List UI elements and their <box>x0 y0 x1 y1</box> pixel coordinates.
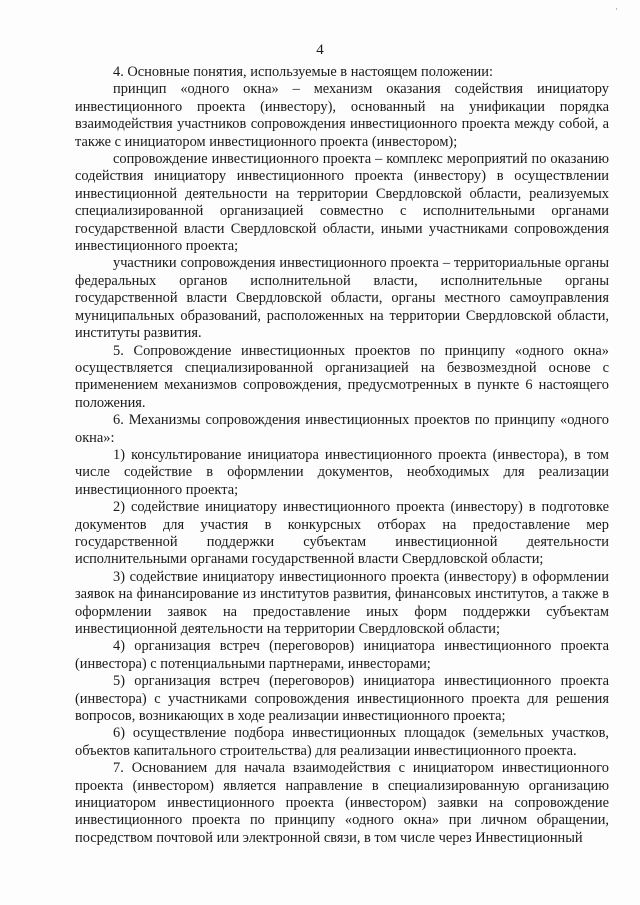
page-number: 4 <box>316 42 324 58</box>
paragraph-definition-participants: участники сопровождения инвестиционного проекта – территориальные органы федеральных органов исполнительной власти, исполнительные органы государственной власти Свердловской области, органы местного самоуправления муниципальных образований, расположенных на территории Свердловской области, институты развития. <box>75 255 609 342</box>
paragraph-4-heading: 4. Основные понятия, используемые в настоящем положении: <box>113 64 493 80</box>
corner-mark: · <box>615 4 618 14</box>
list-item-1: 1) консультирование инициатора инвестиционного проекта (инвестора), в том числе содействие в оформлении документов, необходимых для реализации инвестиционного проекта; <box>75 446 609 498</box>
list-item-2: 2) содействие инициатору инвестиционного проекта (инвестору) в подготовке документов для участия в конкурсных отборах на предоставление мер государственной поддержки субъектам инвестиционной деятельности исполнительными органами государственной власти Свердловской области; <box>75 499 609 568</box>
paragraph-5: 5. Сопровождение инвестиционных проектов по принципу «одного окна» осуществляется специализированной организацией на безвозмездной основе с применением механизмов сопровождения, предусмотренных в пункте 6 настоящего положения. <box>75 342 609 411</box>
list-item-5: 5) организация встреч (переговоров) инициатора инвестиционного проекта (инвестора) с участниками сопровождения инвестиционного проекта для решения вопросов, возникающих в ходе реализации инвестиционного проекта; <box>75 673 609 725</box>
paragraph-6-heading: 6. Механизмы сопровождения инвестиционных проектов по принципу «одного окна»: <box>75 412 609 446</box>
paragraph-7: 7. Основанием для начала взаимодействия с инициатором инвестиционного проекта (инвестором) является направление в специализированную организацию инициатором инвестиционного проекта (инвестором) заявки на сопровождение инвестиционного проекта по принципу «одного окна» при личном обращении, посредством почтовой или электронной связи, в том числе через Инвестиционный <box>75 760 609 846</box>
document-body <box>75 64 609 847</box>
list-item-3: 3) содействие инициатору инвестиционного проекта (инвестору) в оформлении заявок на финансирование из институтов развития, финансовых институтов, а также в оформлении заявок на предоставление иных форм поддержки субъектам инвестиционной деятельности на территории Свердловской области; <box>75 568 609 637</box>
list-item-4: 4) организация встреч (переговоров) инициатора инвестиционного проекта (инвестора) с потенциальными партнерами, инвесторами; <box>75 638 609 672</box>
paragraph-definition-support: сопровождение инвестиционного проекта – комплекс мероприятий по оказанию содействия инициатору инвестиционного проекта (инвестору) в осуществлении инвестиционной деятельности на территории Свердловской области, реализуемых специализированной организацией совместно с исполнительными органами государственной власти Свердловской области, иными участниками сопровождения инвестиционного проекта; <box>75 151 609 255</box>
paragraph-definition-one-window: принцип «одного окна» – механизм оказания содействия инициатору инвестиционного проекта (инвестору), основанный на унификации порядка взаимодействия участников сопровождения инвестиционного проекта между собой, а также с инициатором инвестиционного проекта (инвестором); <box>75 81 609 150</box>
list-item-6: 6) осуществление подбора инвестиционных площадок (земельных участков, объектов капитального строительства) для реализации инвестиционного проекта. <box>75 725 609 759</box>
